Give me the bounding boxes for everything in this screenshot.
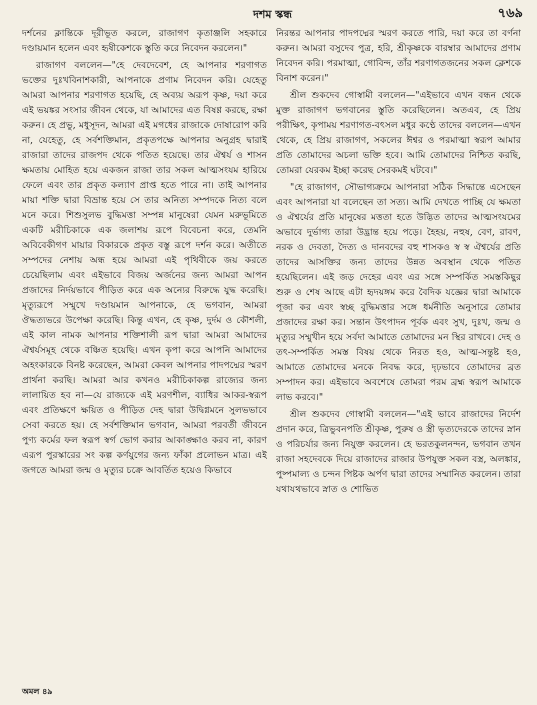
paragraph: "হে রাজাগণ, সৌভাগ্যক্রমে আপনারা সঠিক সিদ্ধান্তে এসেছেন এবং আপনারা যা বলেছেন তা সত্য। আমি দেখতে পাচ্ছি যে ক্ষমতা ও ঐশ্বর্যের প্রতি মানুষের মত্ততা হতে উদ্ভিত তাদের আত্মসংযমের অভাবে দুর্ভাগ্য তারা উদ্ভ্রান্ত হয়ে পড়ে। হৈহয়, নহুষ, বেণ, রাবণ, নরক ও দেবতা, দৈত্য ও দানবদের বহু শাসকও স্ব স্ব ঐশ্বর্যের প্রতি তাদের আসক্তির জন্য তাদের উন্নত অবস্থান থেকে পতিত হয়েছিলেন। এই জড় দেহের এবং এর সঙ্গে সম্পর্কিত সমস্তকিছুর শুরু ও শেষ আছে এটা হৃদয়ঙ্গম করে বৈদিক যজ্ঞের দ্বারা আমাকে পূজা কর এবং স্বচ্ছ বুদ্ধিমত্তার সঙ্গে ধর্মনীতি অনুসারে তোমার প্রজাদের রক্ষা কর। সন্তান উৎপাদন পূর্বক এবং সুখ, দুঃখ, জন্ম ও মৃত্যুর সম্মুখীন হয়ে সর্বদা আমাতে তোমাদের মন স্থির রাখবে। দেহ ও তৎ-সম্পর্কিত সমস্ত বিষয় থেকে নিরত হও, আত্ম-সন্তুষ্ট হও, আমাতে তোমাদের মনকে নিবদ্ধ করে, দৃঢ়ভাবে তোমাদের ব্রত সম্পাদন কর। এইভাবে অবশেষে তোমরা পরম ব্রহ্ম স্বরূপ আমাকে লাভ করবে।" bbox=[276, 182, 521, 403]
paragraph: দর্শনের ক্লান্তিকে দূরীভূত করলে, রাজাগণ কৃতাঞ্জলি সহকারে দণ্ডায়মান হলেন এবং হৃষীকেশকে স্তুতি করে নিবেদন করলেন।" bbox=[22, 28, 267, 54]
running-title: দশম স্কন্ধ bbox=[253, 8, 292, 21]
page-header bbox=[22, 4, 523, 22]
paragraph: শ্রীল শুকদেব গোস্বামী বললেন—"এই ভাবে রাজাদের নির্দেশ প্রদান করে, ত্রিভুবনপতি শ্রীকৃষ্ণ, পুরুষ ও স্ত্রী ভৃত্যদেরকে তাদের স্নান ও পরিচর্যার জন্য নিযুক্ত করলেন। হে ভরতকুলনন্দন, ভগবান তখন রাজা সহদেবকে দিয়ে রাজাদের রাজার উপযুক্ত সকল বস্ত্র, অলঙ্কার, পুষ্পমাল্য ও চন্দন পিষ্টক অর্পণ দ্বারা তাদের সম্মানিত করলেন। তারা যথাযথভাবে স্নাত ও শোভিত bbox=[276, 409, 521, 495]
left-column bbox=[22, 26, 267, 681]
paragraph: রাজাগণ বললেন—"হে দেবদেবেশ, হে আপনার শরণাগত ভক্তের দুঃখবিনাশকারী, আপনাকে প্রণাম নিবেদন করি। যেহেতু আমরা আপনার শরণাগত হয়েছি, হে অব্যয় অরূপ কৃষ্ণ, দয়া করে এই ভয়ঙ্কর সংসার জীবন থেকে, যা আমাদের এত বিষণ্ণ করছে, রক্ষা করুন। হে প্রভু, মধুসূদন, আমরা এই মগধের রাজাকে দোষারোপ করি না, যেহেতু, হে সর্বশক্তিমান, প্রকৃতপক্ষে আপনার অনুগ্রহ দ্বারাই রাজারা তাদের রাজপদ থেকে পতিত হয়েছে। তার ঐশ্বর্য ও শাসন ক্ষমতায় মোহিত হয়ে একজন রাজা তার সকল আত্মসংযম হারিয়ে ফেলে এবং তার প্রকৃত কল্যাণ প্রাপ্ত হতে পারে না। তাই আপনার মায়া শক্তি দ্বারা বিভ্রান্ত হয়ে সে তার অনিত্য সম্পদকে নিত্য বলে মনে করে। শিশুসুলভ বুদ্ধিমত্তা সম্পন্ন মানুষেরা যেমন মরুভূমিতে একটি মরীচিকাকে এক জলাশয় রূপে বিবেচনা করে, তেমনি অবিবেকীগণ মায়ার বিকারকে প্রকৃত বস্তু রূপে দর্শন করে। অতীতে সম্পদের নেশায় অন্ধ হয়ে আমরা এই পৃথিবীকে জয় করতে চেয়েছিলাম এবং এইভাবে বিজয় অর্জনের জন্য আমরা আপন প্রজাদের নির্দয়ভাবে পীড়িত করে এক অন্যের বিরুদ্ধে যুদ্ধ করেছি। মৃত্যুরূপে সম্মুখে দণ্ডায়মান আপনাকে, হে ভগবান, আমরা ঔদ্ধত্যভরে উপেক্ষা করেছি। কিন্তু এখন, হে কৃষ্ণ, দুর্দম ও কৌশলী, এই কাল নামক আপনার শক্তিশালী রূপ দ্বারা আমরা আমাদের ঐশ্বর্যসমূহ থেকে বঞ্চিত হয়েছি। এখন কৃপা করে আপনি আমাদের অহংকারকে বিনষ্ট করেছেন, আমরা কেবল আপনার পাদপদ্মের স্মরণ প্রার্থনা করছি। আমরা আর কখনও মরীচিকাকল্প রাজ্যের জন্য লালায়িত হব না—যে রাজ্যকে এই মরণশীল, ব্যাধির আকর-স্বরূপ এবং প্রতিক্ষণে ক্ষয়িত ও পীড়িত দেহ দ্বারা উদ্বিগ্নমনে সুলভভাবে সেবা করতে হয়। হে সর্বশক্তিমান ভগবান, আমরা পরবর্তী জীবনে পুণ্য কর্মের ফল স্বরূপ স্বর্গ ভোগ করার আকাঙ্ক্ষাও করব না, কারণ এরূপ পুরস্কারের সং কল্প কর্ণযুগের জন্য ফাঁকা প্রলোভন মাত্র। এই জগতে আমরা জন্ম ও মৃত্যুর চক্রে আবর্তিত হয়েও কিভাবে bbox=[22, 60, 267, 476]
page-footer: অমল ৪৯ bbox=[22, 686, 53, 696]
page-number: ৭৬৯ bbox=[497, 6, 523, 21]
paragraph: নিরন্তর আপনার পাদপদ্মের স্মরণ করতে পারি, দয়া করে তা বর্ণনা করুন। আমরা বসুদেব পুত্র, হরি, শ্রীকৃষ্ণকে বারম্বার আমাদের প্রণাম নিবেদন করি। পরমাত্মা, গোবিন্দ, তাঁর শরণাগতজনের সকল ক্লেশকে বিনাশ করেন।" bbox=[276, 28, 521, 84]
right-column bbox=[276, 26, 521, 681]
paragraph: শ্রীল শুকদেব গোস্বামী বললেন—"এইভাবে এখন বন্ধন থেকে মুক্ত রাজাগণ ভগবানের স্তুতি করেছিলেন। অতএব, হে প্রিয় পরীক্ষিৎ, কৃপাময় শরণাগত-বৎসল মধুর কণ্ঠে তাদের বললেন—এখন থেকে, হে প্রিয় রাজাগণ, সকলের ঈশ্বর ও পরমাত্মা স্বরূপ আমার প্রতি তোমাদের অচলা ভক্তি হবে। আমি তোমাদের নিশ্চিত করছি, তোমরা যেরকম ইচ্ছা করেছ সেরকমই ঘটবে।" bbox=[276, 90, 521, 176]
